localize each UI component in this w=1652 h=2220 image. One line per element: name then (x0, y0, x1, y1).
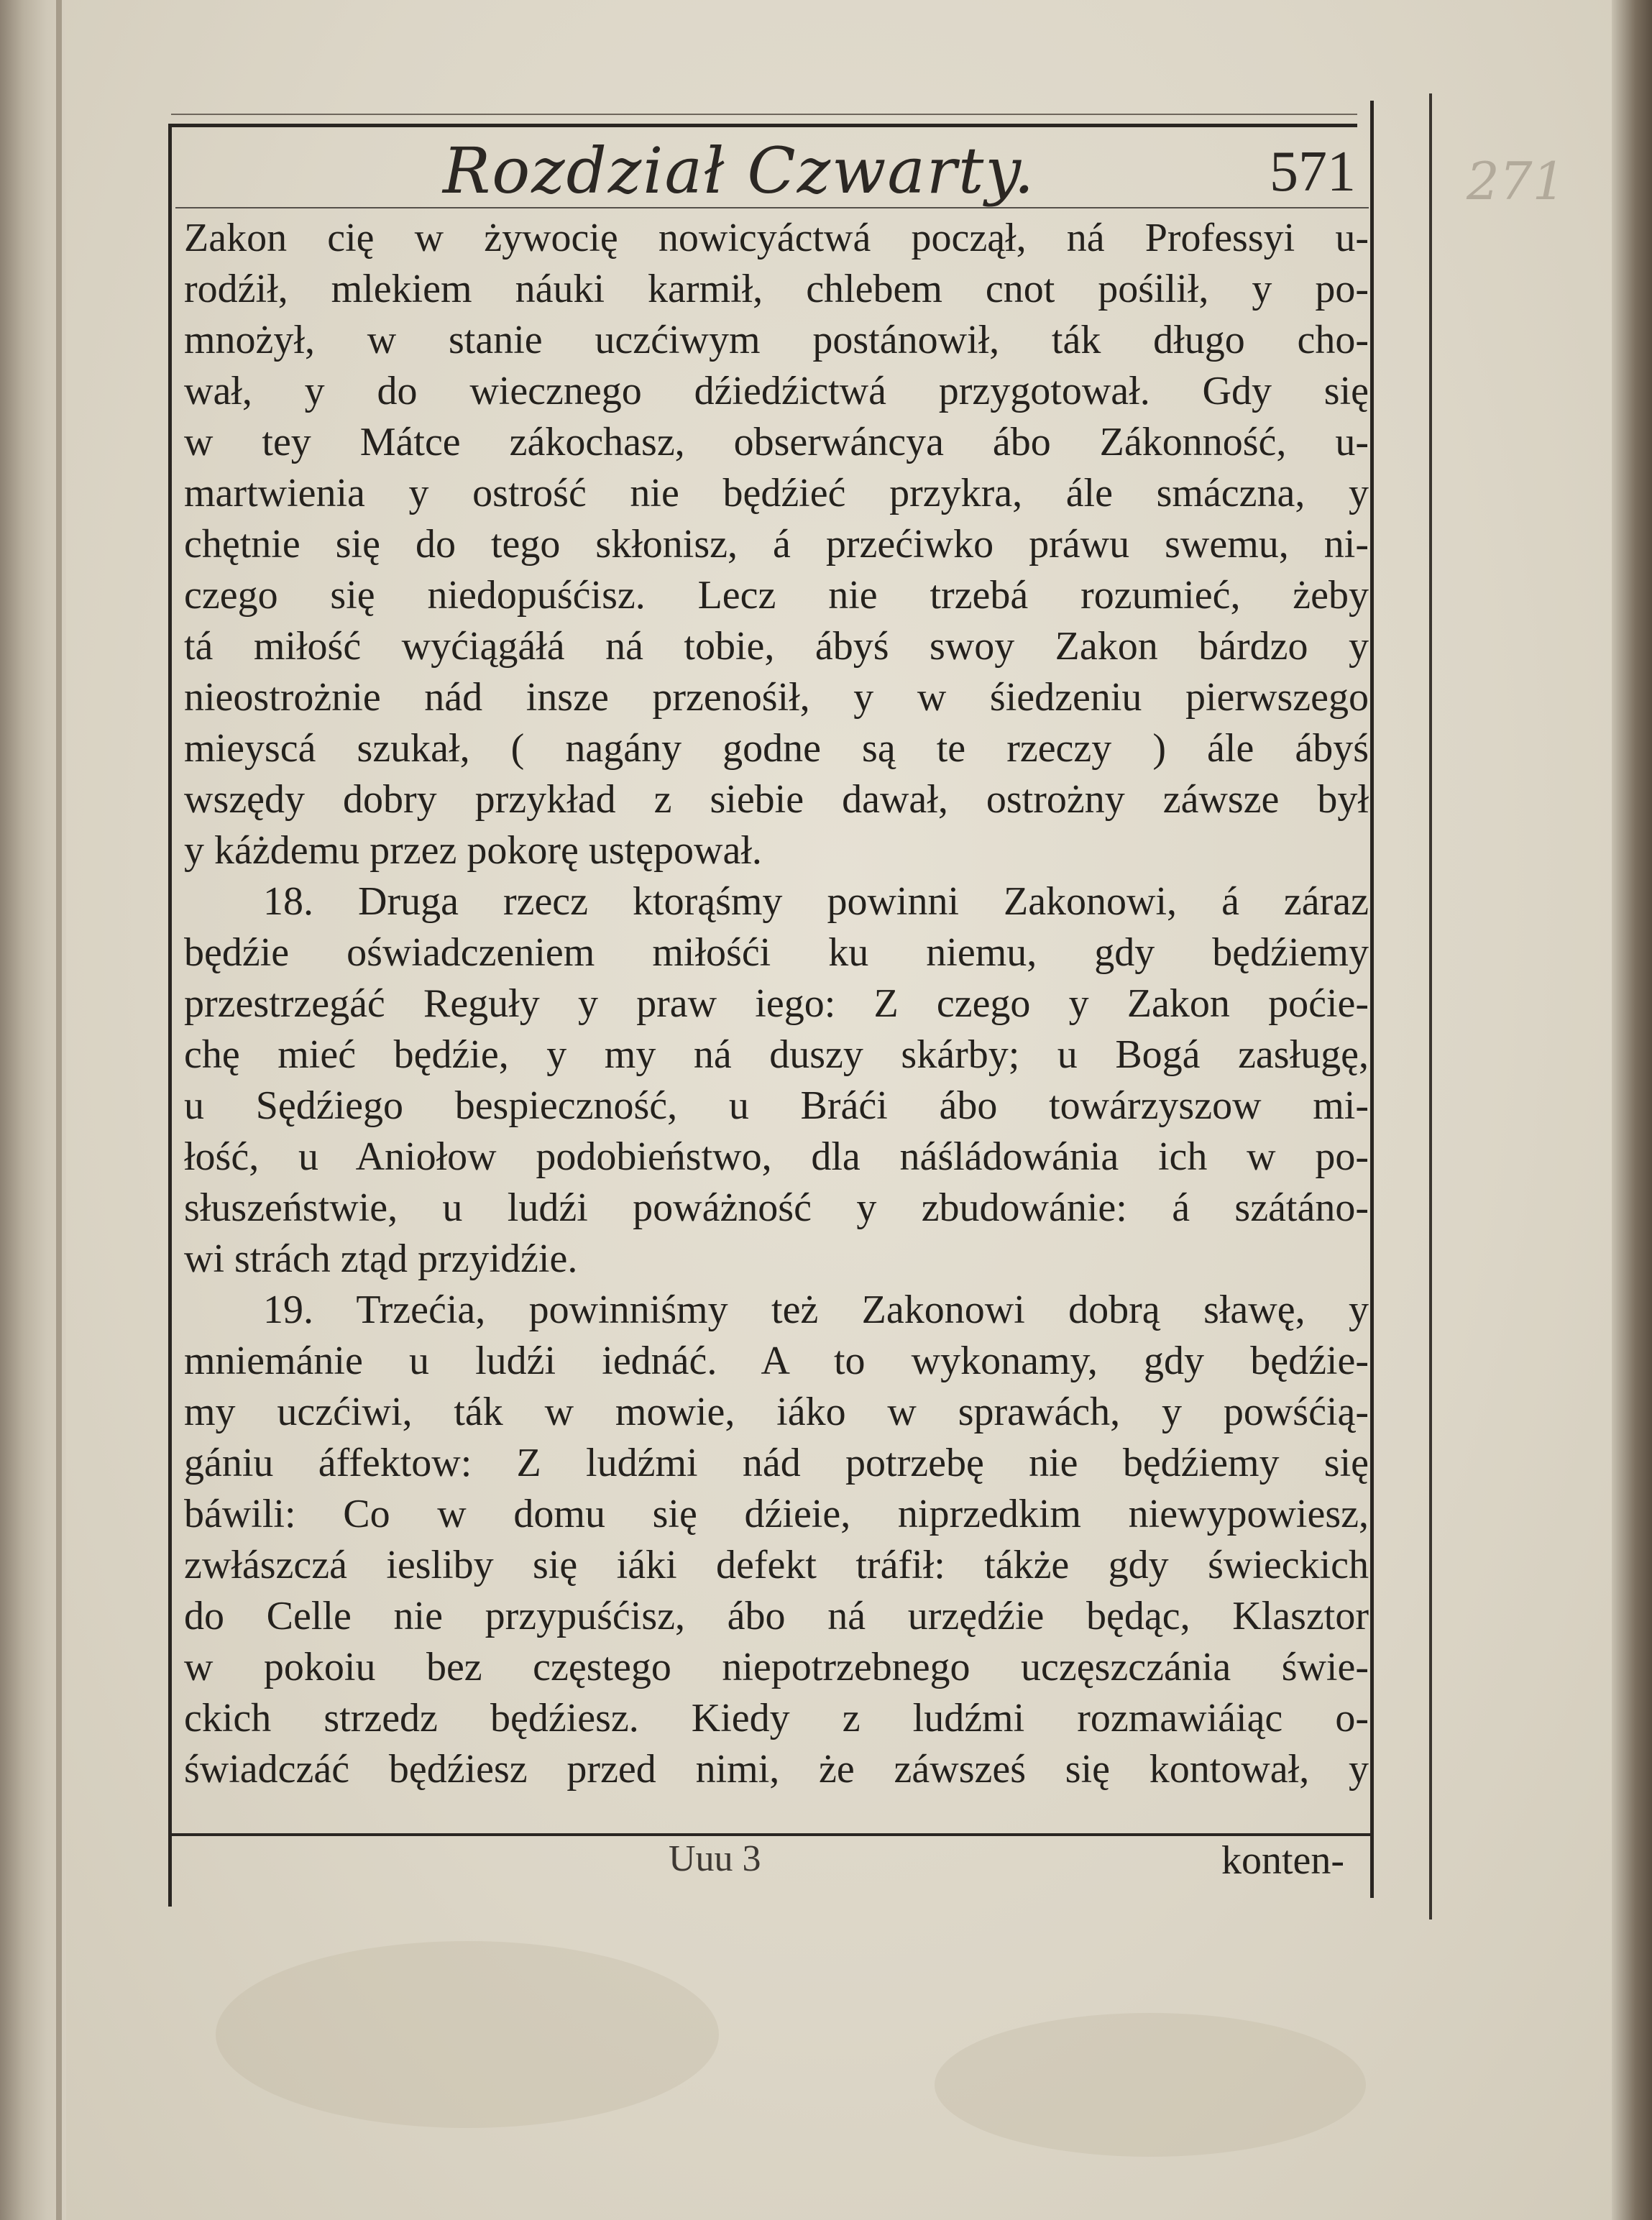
text-line: wał, y do wiecznego dźiedźictwá przygotował. Gdy się (184, 369, 1369, 413)
text-line: chętnie się do tego skłonisz, á przećiwko práwu swemu, ni- (184, 522, 1369, 567)
text-line: mnożył, w stanie uczćiwym postánowił, ták długo cho- (184, 318, 1369, 362)
body-text (184, 213, 1369, 1795)
text-line: y káżdemu przez pokorę ustępował. (184, 828, 762, 873)
running-header (170, 127, 1370, 208)
paper-stain (935, 2013, 1366, 2157)
frame-rule-right-outer (1429, 93, 1432, 1919)
running-title: Rozdział Czwarty. (443, 134, 1036, 208)
text-line: przestrzegáć Reguły y praw iego: Z czego y Zakon poćie- (184, 981, 1369, 1026)
margin-note: 271 (1467, 151, 1566, 211)
text-line: gániu áffektow: Z ludźmi nád potrzebę nie będźiemy się (184, 1441, 1369, 1485)
text-line: do Celle nie przypuśćisz, ábo ná urzędźie będąc, Klasztor (184, 1594, 1369, 1638)
text-line: mieyscá szukał, ( nagány godne są te rzeczy ) ále ábyś (184, 726, 1369, 771)
text-line: báwili: Co w domu się dźieie, niprzedkim niewypowiesz, (184, 1492, 1369, 1536)
binding-fold (56, 0, 62, 2220)
text-line: będźie oświadczeniem miłośći ku niemu, gdy będźiemy (184, 930, 1369, 975)
frame-rule-bottom (171, 1833, 1372, 1836)
page-footer (173, 1838, 1366, 1895)
frame-rule-top-thin (171, 114, 1357, 115)
text-line: rodźił, mlekiem náuki karmił, chlebem cnot pośilił, y po- (184, 267, 1369, 311)
page-number: 571 (1270, 140, 1356, 203)
text-line: słuszeństwie, u ludźi powáżność y zbudowánie: á szátáno- (184, 1185, 1369, 1230)
text-line: martwienia y ostrość nie będźieć przykra, ále smáczna, y (184, 471, 1369, 515)
text-line: w tey Mátce zákochasz, obserwáncya ábo Zákonność, u- (184, 420, 1369, 464)
text-line: Zakon cię w żywocię nowicyáctwá począł, ná Professyi u- (184, 216, 1369, 260)
text-line: łość, u Aniołow podobieństwo, dla náśládowánia ich w po- (184, 1134, 1369, 1179)
paper-stain (216, 1941, 719, 2128)
text-line: tá miłość wyćiągáłá ná tobie, ábyś swoy Zakon bárdzo y (184, 624, 1369, 669)
text-line: ckich strzedz będźiesz. Kiedy z ludźmi rozmawiáiąc o- (184, 1696, 1369, 1740)
text-line: chę mieć będźie, y my ná duszy skárby; u Bogá zasługę, (184, 1032, 1369, 1077)
text-line: 18. Druga rzecz ktorąśmy powinni Zakonowi, á záraz (263, 879, 1369, 924)
text-line: 19. Trzećia, powinniśmy też Zakonowi dobrą sławę, y (263, 1288, 1369, 1332)
signature-mark: Uuu 3 (669, 1838, 761, 1879)
frame-rule-left (168, 124, 172, 1907)
text-line: zwłászczá iesliby się iáki defekt tráfił: tákże gdy świeckich (184, 1543, 1369, 1587)
text-line: wi strách ztąd przyidźie. (184, 1237, 578, 1281)
frame-rule-right (1370, 101, 1374, 1898)
catchword: konten- (1221, 1838, 1344, 1883)
text-line: wszędy dobry przykład z siebie dawał, ostrożny záwsze był (184, 777, 1369, 822)
text-line: w pokoiu bez częstego niepotrzebnego uczęszczánia świe- (184, 1645, 1369, 1689)
page-edge-shadow (1612, 0, 1652, 2220)
text-line: czego się niedopuśćisz. Lecz nie trzebá rozumieć, żeby (184, 573, 1369, 618)
text-line: mniemánie u ludźi iednáć. A to wykonamy, gdy będźie- (184, 1339, 1369, 1383)
text-line: świadczáć będźiesz przed nimi, że záwsześ się kontował, y (184, 1747, 1369, 1792)
text-line: u Sędźiego bespieczność, u Bráći ábo towárzyszow mi- (184, 1083, 1369, 1128)
text-line: nieostrożnie nád insze przenośił, y w śiedzeniu pierwszego (184, 675, 1369, 720)
text-line: my uczćiwi, ták w mowie, iáko w sprawách, y powśćią- (184, 1390, 1369, 1434)
